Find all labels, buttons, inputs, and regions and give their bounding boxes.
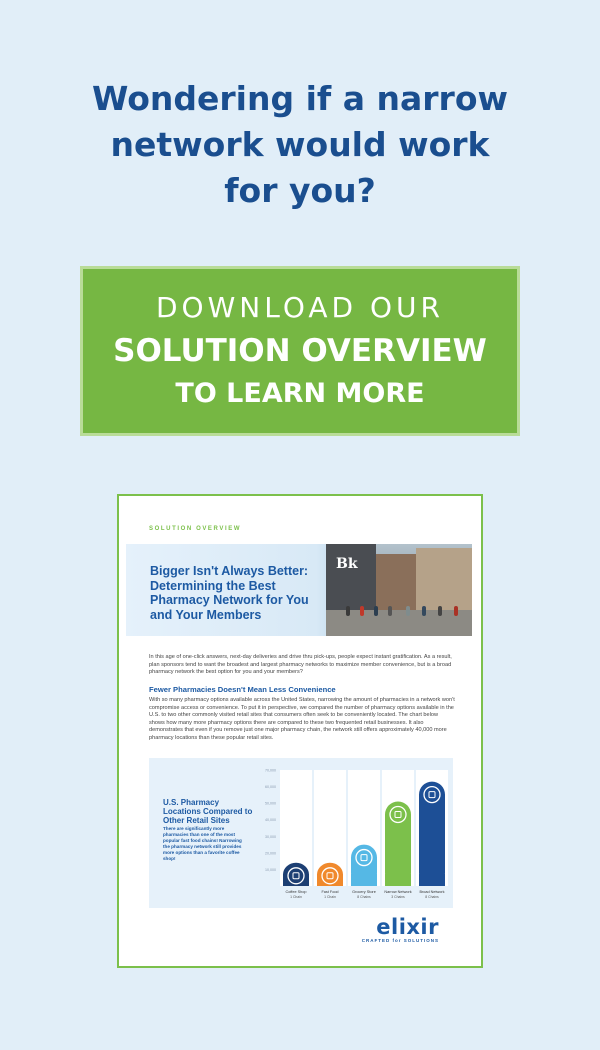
x-tick-sublabel: 1 Chain (290, 895, 302, 899)
logo-tagline: CRAFTED for SOLUTIONS (361, 938, 439, 943)
bar-chart-svg (249, 758, 453, 908)
chart-bar-base (351, 874, 377, 886)
logo-wordmark: elixir (376, 915, 439, 939)
cta-line-2: SOLUTION OVERVIEW (113, 333, 487, 369)
preview-intro-paragraph: In this age of one-click answers, next-day deliveries and drive thru pick-ups, people expect instant gratification. As a result, plan sponsors tend to want the broadest and largest pharmacy networks to maximize member convenience, but is a broad pharmacy network the best option for you and your members? (149, 654, 452, 676)
x-tick-label: Narrow Network (384, 890, 412, 894)
chart-bar (385, 801, 411, 886)
y-tick-label: 70,000 (265, 768, 276, 773)
chart-bar-base (419, 874, 445, 886)
x-tick-sublabel: 1 Chain (324, 895, 336, 899)
chart-title: U.S. Pharmacy Locations Compared to Other Retail Sites (163, 798, 253, 825)
elixir-logo (362, 916, 439, 943)
y-tick-label: 30,000 (265, 834, 276, 839)
solution-overview-preview[interactable] (117, 494, 483, 968)
preview-body-paragraph: With so many pharmacy options available across the United States, narrowing the amount of pharmacies in a network won't compromise access or convenience. To put it in perspective, we compared the number of pharmacy options available in the U.S. to two other commonly visited retail sites that consumers often seek to be conveniently located. The chart below shows how many more pharmacy options there are compared to these two frequented retail businesses. It also demonstrates that even if you remove just one major pharmacy chain, the network still offers approximately 40,000 more pharmacy locations than these popular retail sites. (149, 697, 455, 741)
y-tick-label: 10,000 (265, 867, 276, 872)
cta-line-1: DOWNLOAD OUR (156, 291, 444, 324)
x-tick-label: Grocery Store (352, 890, 376, 894)
y-tick-label: 20,000 (265, 851, 276, 856)
y-tick-label: 50,000 (265, 801, 276, 806)
photo-sign: Bk (336, 556, 358, 572)
x-tick-label: Fast Food (321, 890, 339, 894)
y-tick-label: 60,000 (265, 785, 276, 790)
preview-title: Bigger Isn't Always Better: Determining the Best Pharmacy Network for You and Your Members (150, 564, 309, 622)
headline-line-3: for you? (224, 171, 376, 210)
x-tick-sublabel: 3 Chains (391, 895, 405, 899)
headline-line-1: Wondering if a narrow (92, 79, 508, 118)
pharmacy-comparison-chart (149, 758, 453, 908)
street-photo (326, 544, 472, 636)
preview-kicker: SOLUTION OVERVIEW (149, 526, 242, 532)
cta-line-3: TO LEARN MORE (175, 378, 425, 409)
headline (0, 76, 600, 214)
headline-line-2: network would work (110, 125, 490, 164)
download-cta-button[interactable] (80, 266, 520, 436)
y-tick-label: 40,000 (265, 818, 276, 823)
chart-bar-base (385, 874, 411, 886)
preview-banner (126, 544, 472, 636)
preview-subheading: Fewer Pharmacies Doesn't Mean Less Convenience (149, 685, 336, 694)
x-tick-sublabel: 8 Chains (357, 895, 371, 899)
x-tick-label: Broad Network (419, 890, 445, 894)
x-tick-label: Coffee Shop (285, 890, 307, 894)
x-tick-sublabel: 8 Chains (425, 895, 439, 899)
chart-description: There are significantly more pharmacies than one of the most popular fast food chains! Narrowing the pharmacy network still provides more options than a favorite coffee shop! (163, 826, 242, 861)
